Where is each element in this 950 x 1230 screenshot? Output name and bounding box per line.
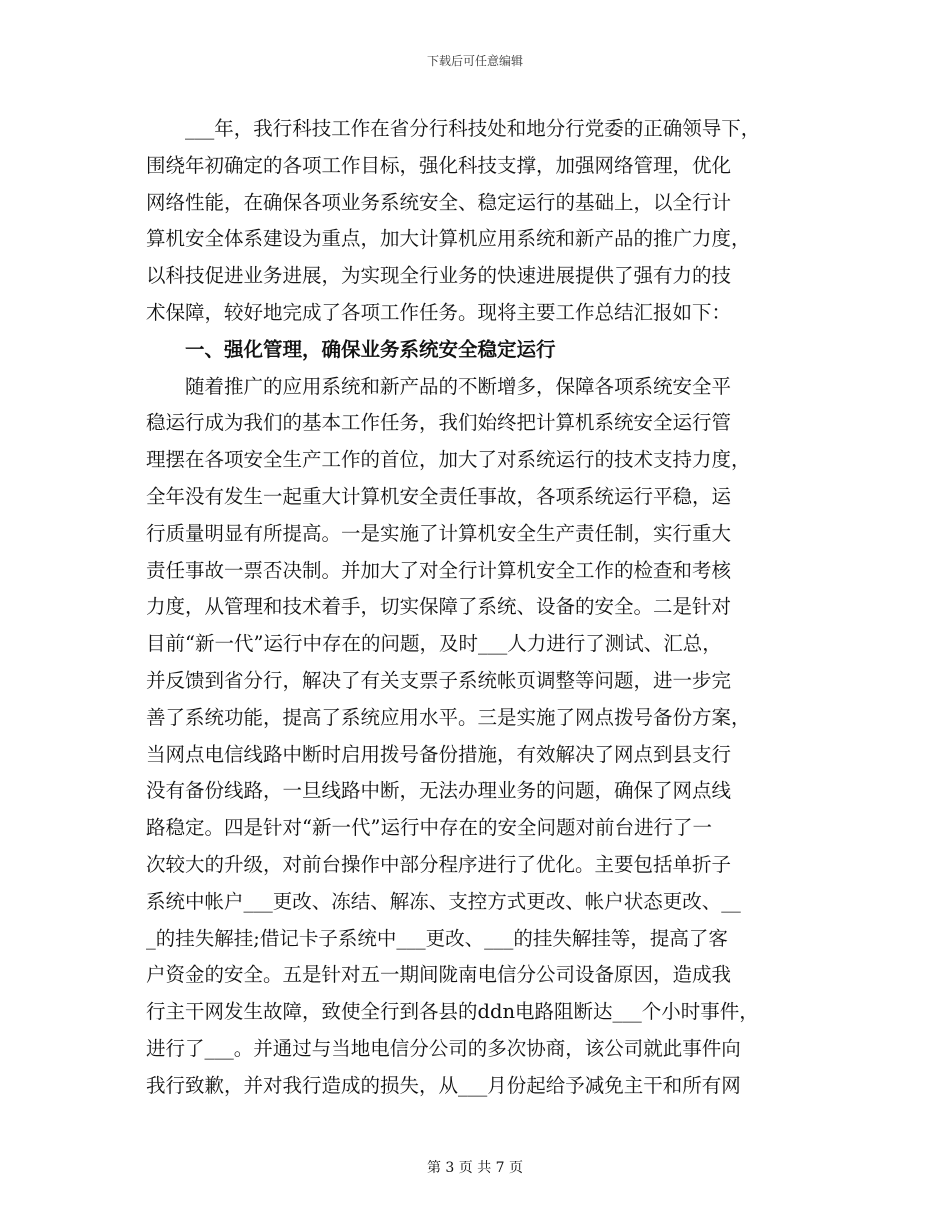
paragraph-line: 网络性能，在确保各项业务系统安全、稳定运行的基础上，以全行计: [146, 190, 732, 214]
paragraph-line: ___年，我行科技工作在省分行科技处和地分行党委的正确领导下，: [185, 117, 761, 140]
paragraph-line: 善了系统功能，提高了系统应用水平。三是实施了网点拨号备份方案，: [146, 705, 751, 729]
paragraph-line: 围绕年初确定的各项工作目标，强化科技支撑，加强网络管理，优化: [146, 153, 732, 177]
paragraph-line: 术保障，较好地完成了各项工作任务。现将主要工作总结汇报如下：: [146, 300, 732, 324]
paragraph-line: 次较大的升级，对前台操作中部分程序进行了优化。主要包括单折子: [146, 852, 732, 876]
paragraph-line: 以科技促进业务进展，为实现全行业务的快速进展提供了强有力的技: [146, 264, 732, 288]
paragraph-line: 责任事故一票否决制。并加大了对全行计算机安全工作的检查和考核: [146, 558, 732, 582]
paragraph-line: 没有备份线路，一旦线路中断，无法办理业务的问题，确保了网点线: [146, 779, 732, 803]
paragraph-line: 力度，从管理和技术着手，切实保障了系统、设备的安全。二是针对: [146, 595, 732, 619]
paragraph-line: 全年没有发生一起重大计算机安全责任事故，各项系统运行平稳，运: [146, 484, 732, 508]
page-number: 第 3 页 共 7 页: [426, 1160, 524, 1176]
paragraph-line: 随着推广的应用系统和新产品的不断增多，保障各项系统安全平: [185, 374, 732, 398]
document-body: [146, 111, 816, 1105]
paragraph-line: 并反馈到省分行，解决了有关支票子系统帐页调整等问题，进一步完: [146, 668, 732, 692]
paragraph-line: 户资金的安全。五是针对五一期间陇南电信分公司设备原因，造成我: [146, 963, 732, 987]
paragraph-line: 当网点电信线路中断时启用拨号备份措施，有效解决了网点到县支行: [146, 742, 732, 766]
paragraph-line: 行主干网发生故障，致使全行到各县的ddn电路阻断达___个小时事件，: [146, 1000, 759, 1024]
paragraph-line: 稳运行成为我们的基本工作任务，我们始终把计算机系统安全运行管: [146, 411, 732, 435]
paragraph-line: 行质量明显有所提高。一是实施了计算机安全生产责任制，实行重大: [146, 521, 732, 545]
paragraph-line: 系统中帐户___更改、冻结、解冻、支控方式更改、帐户状态更改、__: [146, 889, 741, 913]
paragraph-line: 进行了___。并通过与当地电信分公司的多次协商，该公司就此事件向: [146, 1036, 741, 1060]
page-header-note: 下载后可任意编辑: [426, 54, 523, 68]
paragraph-line: 算机安全体系建设为重点，加大计算机应用系统和新产品的推广力度，: [146, 227, 751, 251]
paragraph-line: 我行致歉，并对我行造成的损失，从___月份起给予减免主干和所有网: [146, 1073, 741, 1097]
section-heading: 一、强化管理，确保业务系统安全稳定运行: [185, 337, 556, 361]
paragraph-line: 理摆在各项安全生产工作的首位，加大了对系统运行的技术支持力度，: [146, 448, 751, 472]
paragraph-line: _的挂失解挂;借记卡子系统中___更改、___的挂失解挂等，提高了客: [146, 926, 728, 950]
paragraph-line: 路稳定。四是针对“新一代”运行中存在的安全问题对前台进行了一: [146, 816, 712, 840]
paragraph-line: 目前“新一代”运行中存在的问题，及时___人力进行了测试、汇总，: [146, 632, 722, 656]
